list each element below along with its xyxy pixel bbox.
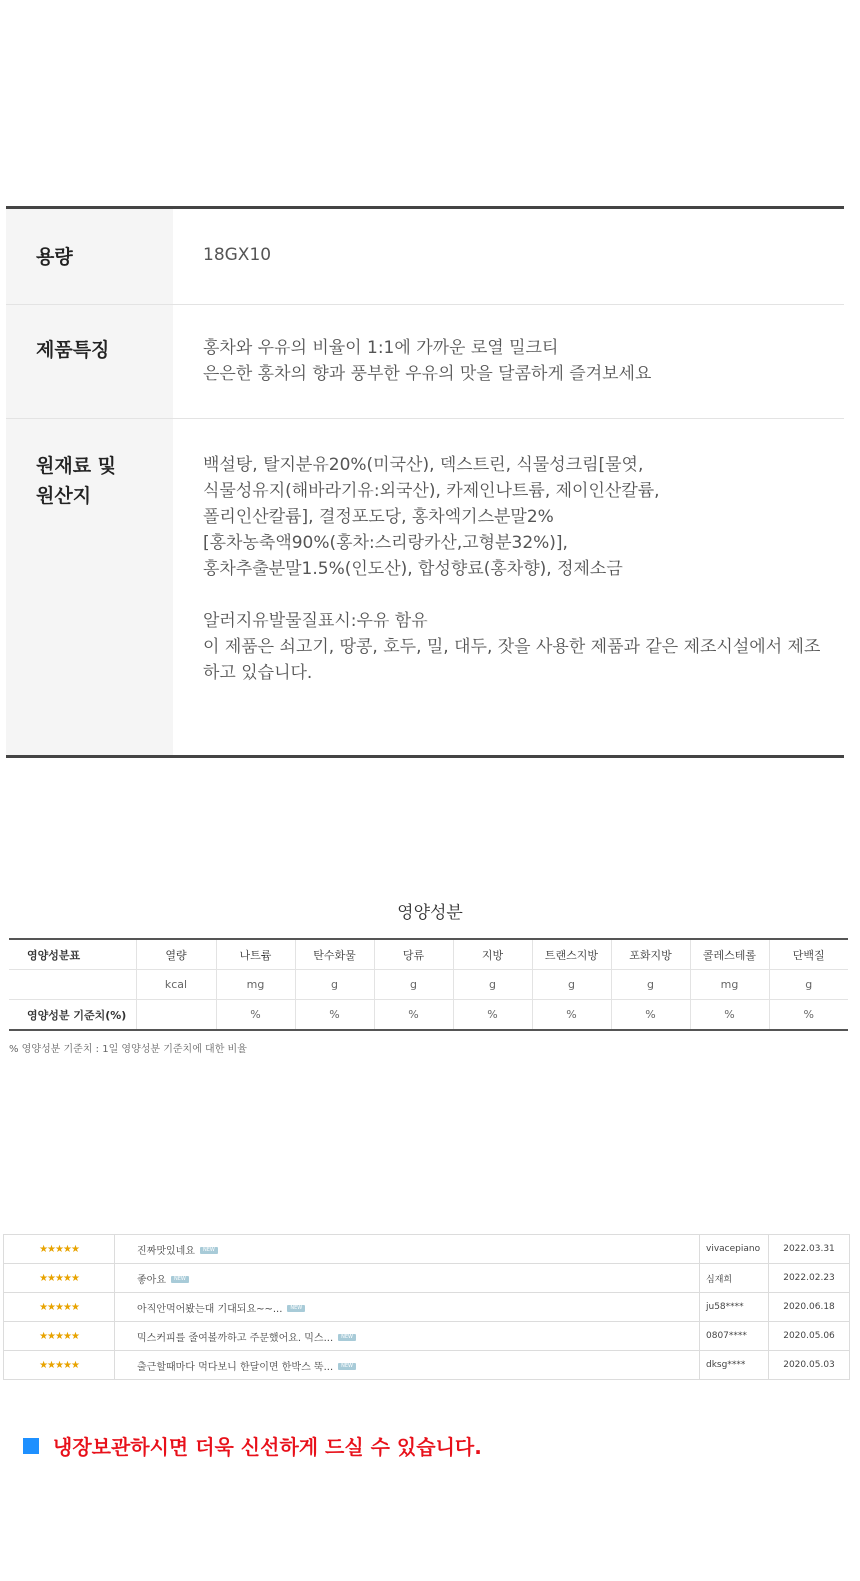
nutrition-unit-cell: g — [295, 970, 374, 1000]
review-user: 0807**** — [700, 1322, 769, 1351]
new-badge: NEW — [287, 1305, 305, 1312]
review-user: dksg**** — [700, 1351, 769, 1380]
nutrition-unit-cell: g — [769, 970, 848, 1000]
ingredient-label-line: 원재료 및 — [36, 455, 117, 477]
nutrition-header-cell: 당류 — [374, 939, 453, 970]
new-badge: NEW — [338, 1363, 356, 1370]
star-rating: ★★★★★ — [4, 1351, 115, 1380]
allergy-line: 알러지유발물질표시:우유 함유 — [203, 611, 428, 631]
star-rating: ★★★★★ — [4, 1293, 115, 1322]
nutrition-daily-row — [9, 1000, 848, 1031]
review-row[interactable] — [4, 1264, 850, 1293]
nutrition-unit-cell: mg — [690, 970, 769, 1000]
nutrition-unit-cell — [9, 970, 136, 1000]
ingredient-line: 홍차추출분말1.5%(인도산), 합성향료(홍차향), 정제소금 — [203, 559, 623, 579]
review-subject-link[interactable]: 출근할때마다 먹다보니 한달이면 한박스 뚝... — [137, 1361, 334, 1373]
capacity-value: 18GX10 — [203, 245, 272, 265]
nutrition-header-cell: 나트륨 — [216, 939, 295, 970]
ingredient-line: 폴리인산칼륨], 결정포도당, 홍차엑기스분말2% — [203, 507, 554, 527]
ingredient-line — [203, 582, 824, 608]
ingredient-value — [173, 419, 844, 755]
nutrition-daily-cell: % — [216, 1000, 295, 1031]
nutrition-header-cell: 단백질 — [769, 939, 848, 970]
ingredient-line: 백설탕, 탈지분유20%(미국산), 덱스트린, 식물성크림[물엿, — [203, 455, 644, 475]
review-row[interactable] — [4, 1293, 850, 1322]
nutrition-unit-cell: g — [611, 970, 690, 1000]
product-info-table — [6, 206, 844, 758]
storage-notice-text: 냉장보관하시면 더욱 신선하게 드실 수 있습니다. — [53, 1435, 482, 1459]
star-rating: ★★★★★ — [4, 1264, 115, 1293]
nutrition-unit-cell: kcal — [136, 970, 216, 1000]
review-user: ju58**** — [700, 1293, 769, 1322]
blue-square-icon — [23, 1438, 39, 1454]
nutrition-unit-cell: mg — [216, 970, 295, 1000]
review-row[interactable] — [4, 1235, 850, 1264]
feature-row — [6, 305, 844, 419]
review-subject-link[interactable]: 믹스커피를 줄여볼까하고 주문했어요. 믹스... — [137, 1332, 334, 1344]
nutrition-table — [9, 938, 848, 1031]
nutrition-unit-cell: g — [453, 970, 532, 1000]
nutrition-daily-cell: % — [295, 1000, 374, 1031]
nutrition-note: % 영양성분 기준치 : 1일 영양성분 기준치에 대한 비율 — [9, 1044, 247, 1055]
review-user: vivacepiano — [700, 1235, 769, 1264]
review-subject-cell[interactable] — [115, 1322, 700, 1351]
ingredient-label-line: 원산지 — [36, 485, 92, 507]
nutrition-daily-cell: 영양성분 기준치(%) — [9, 1000, 136, 1031]
feature-line: 홍차와 우유의 비율이 1:1에 가까운 로열 밀크티 — [203, 338, 559, 358]
feature-value — [173, 305, 844, 418]
allergy-line: 하고 있습니다. — [203, 663, 313, 683]
feature-label: 제품특징 — [6, 305, 173, 418]
review-subject-cell[interactable] — [115, 1351, 700, 1380]
storage-notice — [23, 1431, 482, 1460]
nutrition-header-cell: 탄수화물 — [295, 939, 374, 970]
review-date: 2020.05.03 — [769, 1351, 850, 1380]
nutrition-header-cell: 트랜스지방 — [532, 939, 611, 970]
ingredient-row — [6, 419, 844, 755]
ingredient-label — [6, 419, 173, 755]
nutrition-header-cell: 콜레스테롤 — [690, 939, 769, 970]
new-badge: NEW — [200, 1247, 218, 1254]
review-subject-cell[interactable] — [115, 1235, 700, 1264]
review-table — [3, 1234, 850, 1380]
ingredient-line: [홍차농축액90%(홍차:스리랑카산,고형분32%)], — [203, 533, 568, 553]
review-date: 2022.03.31 — [769, 1235, 850, 1264]
new-badge: NEW — [171, 1276, 189, 1283]
star-rating: ★★★★★ — [4, 1235, 115, 1264]
review-subject-link[interactable]: 진짜맛있네요 — [137, 1245, 195, 1257]
nutrition-daily-cell: % — [690, 1000, 769, 1031]
nutrition-daily-cell: % — [453, 1000, 532, 1031]
review-subject-link[interactable]: 아직안먹어봤는대 기대되요~~... — [137, 1303, 283, 1315]
nutrition-unit-cell: g — [374, 970, 453, 1000]
review-user: 심재희 — [700, 1264, 769, 1293]
nutrition-unit-cell: g — [532, 970, 611, 1000]
review-date: 2020.05.06 — [769, 1322, 850, 1351]
review-date: 2022.02.23 — [769, 1264, 850, 1293]
ingredient-line: 식물성유지(해바라기유:외국산), 카제인나트륨, 제이인산칼륨, — [203, 481, 660, 501]
review-date: 2020.06.18 — [769, 1293, 850, 1322]
allergy-line: 이 제품은 쇠고기, 땅콩, 호두, 밀, 대두, 잣을 사용한 제품과 같은 제조시설에서 제조 — [203, 637, 821, 657]
review-subject-cell[interactable] — [115, 1293, 700, 1322]
nutrition-daily-cell: % — [532, 1000, 611, 1031]
nutrition-header-cell: 포화지방 — [611, 939, 690, 970]
nutrition-header-cell: 열량 — [136, 939, 216, 970]
feature-line: 은은한 홍차의 향과 풍부한 우유의 맛을 달콤하게 즐겨보세요 — [203, 364, 652, 384]
review-subject-link[interactable]: 좋아요 — [137, 1274, 166, 1286]
nutrition-header-row — [9, 939, 848, 970]
review-row[interactable] — [4, 1351, 850, 1380]
star-rating: ★★★★★ — [4, 1322, 115, 1351]
nutrition-daily-cell — [136, 1000, 216, 1031]
review-row[interactable] — [4, 1322, 850, 1351]
nutrition-daily-cell: % — [611, 1000, 690, 1031]
nutrition-header-cell: 영양성분표 — [9, 939, 136, 970]
nutrition-daily-cell: % — [374, 1000, 453, 1031]
nutrition-unit-row — [9, 970, 848, 1000]
capacity-label: 용량 — [6, 209, 173, 304]
new-badge: NEW — [338, 1334, 356, 1341]
capacity-row — [6, 209, 844, 305]
nutrition-header-cell: 지방 — [453, 939, 532, 970]
nutrition-daily-cell: % — [803, 1008, 814, 1021]
nutrition-title: 영양성분 — [397, 903, 463, 923]
review-subject-cell[interactable] — [115, 1264, 700, 1293]
